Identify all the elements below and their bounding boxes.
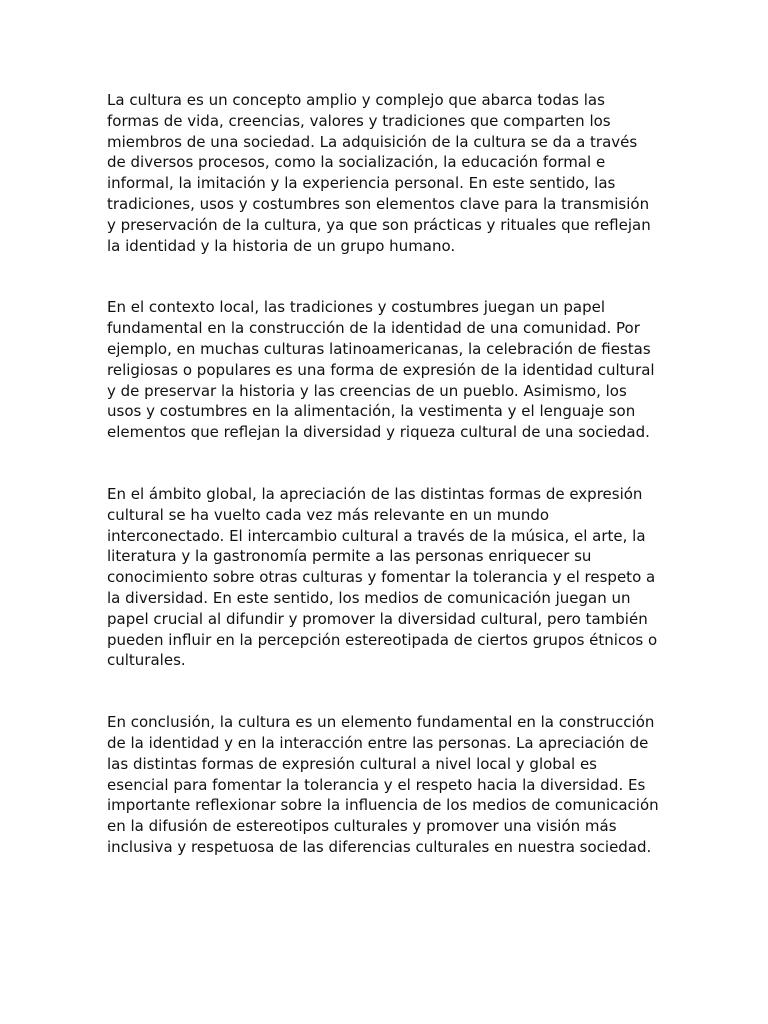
paragraph-2: En el contexto local, las tradiciones y costumbres juegan un papel fundamental en la construcción de la identidad de una comunidad. Por ejemplo, en muchas culturas latinoamericanas, la celebración de fiestas religiosas o populares es una forma de expresión de la identidad cultural y de preservar la historia y las creencias de un pueblo. Asimismo, los usos y costumbres en la alimentación, la vestimenta y el lenguaje son elementos que reflejan la diversidad y riqueza cultural de una sociedad. [107, 298, 655, 442]
document-body [107, 90, 667, 858]
paragraph-3: En el ámbito global, la apreciación de las distintas formas de expresión cultural se ha vuelto cada vez más relevante en un mundo interconectado. El intercambio cultural a través de la música, el arte, la literatura y la gastronomía permite a las personas enriquecer su conocimiento sobre otras culturas y fomentar la tolerancia y el respeto a la diversidad. En este sentido, los medios de comunicación juegan un papel crucial al difundir y promover la diversidad cultural, pero también pueden influir en la percepción estereotipada de ciertos grupos étnicos o culturales. [107, 484, 658, 670]
paragraph-4: En conclusión, la cultura es un elemento fundamental en la construcción de la identidad y en la interacción entre las personas. La apreciación de las distintas formas de expresión cultural a nivel local y global es esencial para fomentar la tolerancia y el respeto hacia la diversidad. Es importante reflexionar sobre la influencia de los medios de comunicación en la difusión de estereotipos culturales y promover una visión más inclusiva y respetuosa de las diferencias culturales en nuestra sociedad. [107, 713, 659, 856]
paragraph-1: La cultura es un concepto amplio y complejo que abarca todas las formas de vida, creencias, valores y tradiciones que comparten los miembros de una sociedad. La adquisición de la cultura se da a través de diversos procesos, como la socialización, la educación formal e informal, la imitación y la experiencia personal. En este sentido, las tradiciones, usos y costumbres son elementos clave para la transmisión y preservación de la cultura, ya que son prácticas y rituales que reflejan la identidad y la historia de un grupo humano. [107, 91, 651, 255]
